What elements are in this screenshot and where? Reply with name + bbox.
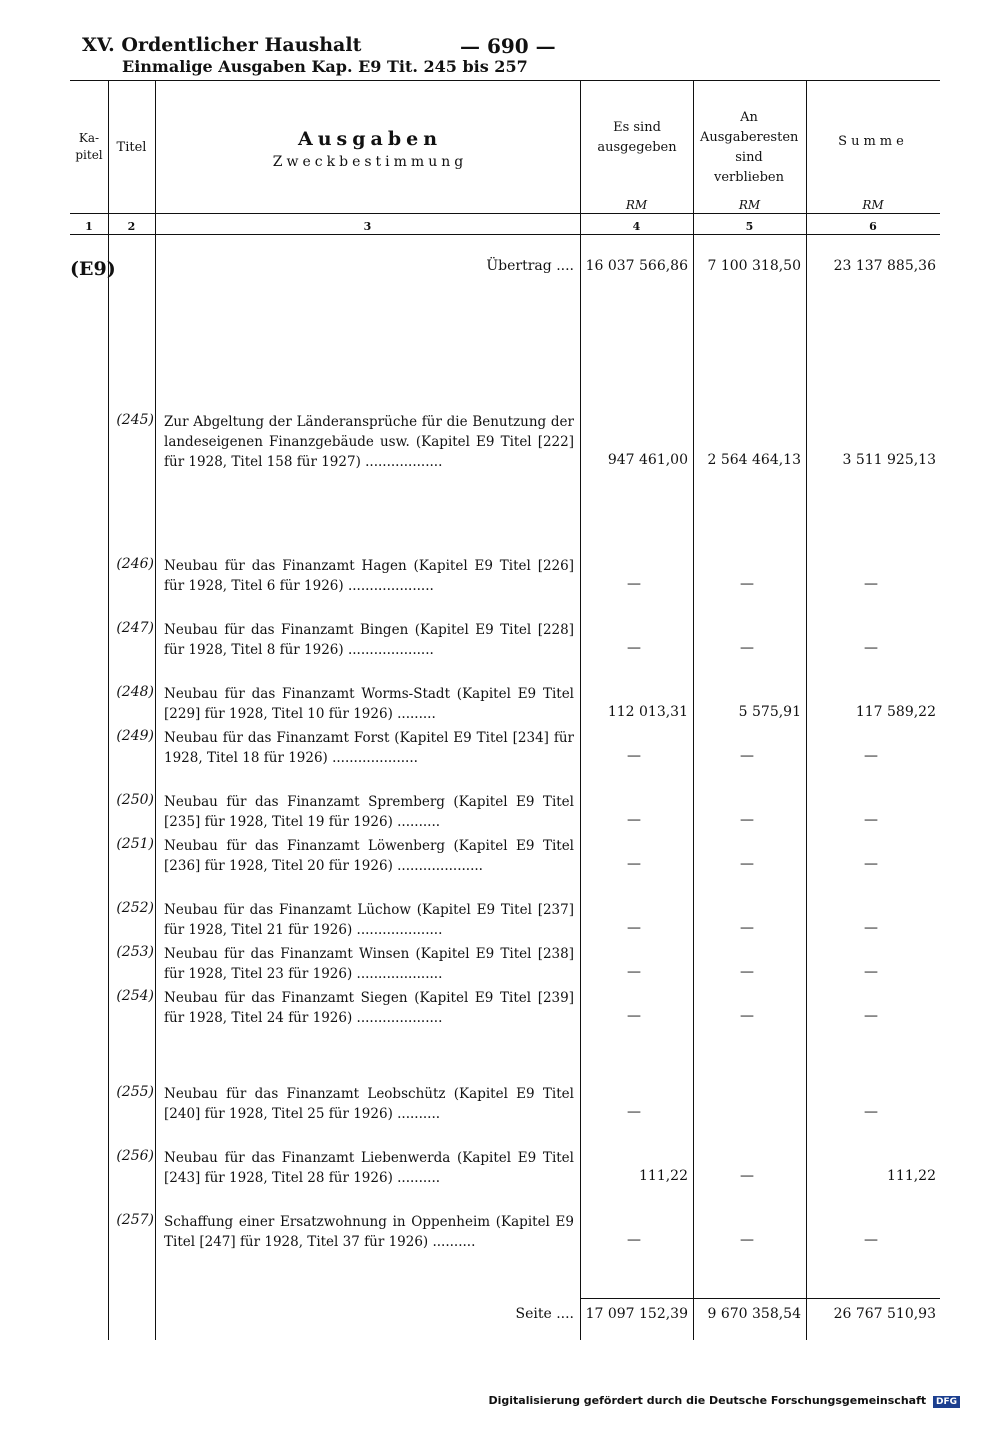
row-titel: (250) [116,792,154,808]
row-value-c5: — [740,640,754,656]
col-number-6: 6 [869,220,877,233]
seite-label: Seite .... [515,1306,574,1322]
row-value-c5: — [740,856,754,872]
unit-col6: RM [862,198,884,212]
row-value-c4: 112 013,31 [607,704,688,720]
unit-col4: RM [625,198,648,212]
row-value-c4: — [627,964,641,980]
col-number-4: 4 [632,220,641,233]
row-titel: (254) [116,988,154,1004]
row-value-c5: — [740,1232,754,1248]
row-value-c4: — [627,576,641,592]
uebertrag-col6: 23 137 885,36 [833,258,936,274]
row-value-c5: — [740,748,754,764]
row-value-c5: — [740,812,754,828]
col-number-2: 2 [127,220,136,233]
row-titel: (252) [116,900,154,916]
col-titel-head: Titel [116,140,147,155]
row-value-c6: — [864,748,878,764]
row-value-c5: 2 564 464,13 [707,452,801,468]
seite-col5: 9 670 358,54 [707,1306,801,1322]
row-value-c6: — [864,964,878,980]
kapitel-label: (E9) [70,258,116,280]
row-titel: (249) [116,728,154,744]
row-value-c4: — [627,640,641,656]
seite-col4: 17 097 152,39 [585,1306,688,1322]
row-value-c5: — [740,1008,754,1024]
row-value-c5: 5 575,91 [738,704,801,720]
col-divider-2 [155,80,156,1340]
row-description: Zur Abgeltung der Länderansprüche für die Benutzung der landeseigenen Finanzgebäude usw. (Kapitel E9 Titel [222] für 1928, Titel 158 für 1927) .................. [164,414,574,470]
row-value-c4: — [627,920,641,936]
dfg-logo: DFG [933,1396,960,1408]
row-description: Neubau für das Finanzamt Liebenwerda (Kapitel E9 Titel [243] für 1928, Titel 28 für 1926) .......... [164,1150,574,1186]
row-titel: (245) [116,412,154,428]
row-titel: (257) [116,1212,154,1228]
row-description: Neubau für das Finanzamt Hagen (Kapitel E9 Titel [226] für 1928, Titel 6 für 1926) .................... [164,558,574,594]
footer-text: Digitalisierung gefördert durch die Deutsche Forschungsgemeinschaft [488,1394,927,1407]
header-bottom-rule [70,234,940,235]
row-value-c6: — [864,812,878,828]
row-value-c6: — [864,920,878,936]
row-value-c4: — [627,748,641,764]
row-description: Neubau für das Finanzamt Forst (Kapitel E9 Titel [234] für 1928, Titel 18 für 1926) .................... [164,730,574,766]
row-value-c4: — [627,1232,641,1248]
row-value-c4: — [627,1008,641,1024]
row-value-c4: 111,22 [639,1168,688,1184]
row-value-c6: — [864,1008,878,1024]
row-value-c6: — [864,1232,878,1248]
row-value-c5: — [740,576,754,592]
sum-rule [580,1298,940,1299]
row-value-c5: — [740,964,754,980]
col-number-5: 5 [745,220,754,233]
col-number-3: 3 [363,220,372,233]
row-value-c4: — [627,812,641,828]
row-value-c6: — [864,856,878,872]
row-titel: (247) [116,620,154,636]
row-value-c6: 117 589,22 [855,704,936,720]
page-number: — 690 — [460,34,556,58]
unit-col5: RM [738,198,761,212]
col-ausgabereste-head: An Ausgaberesten sind verblieben [700,110,799,185]
row-description: Neubau für das Finanzamt Leobschütz (Kapitel E9 Titel [240] für 1928, Titel 25 für 1926) .......... [164,1086,574,1122]
table-top-rule [70,80,940,81]
row-description: Neubau für das Finanzamt Siegen (Kapitel E9 Titel [239] für 1928, Titel 24 für 1926) .................... [164,990,574,1026]
row-value-c6: — [864,576,878,592]
row-description: Neubau für das Finanzamt Spremberg (Kapitel E9 Titel [235] für 1928, Titel 19 für 1926) .......... [164,794,574,830]
row-titel: (255) [116,1084,154,1100]
row-description: Neubau für das Finanzamt Winsen (Kapitel E9 Titel [238] für 1928, Titel 23 für 1926) .................... [164,946,574,982]
uebertrag-label: Übertrag .... [486,258,574,274]
page-subtitle: Einmalige Ausgaben Kap. E9 Tit. 245 bis 257 [122,57,528,76]
seite-col6: 26 767 510,93 [833,1306,936,1322]
row-value-c4: — [627,856,641,872]
col-ausgaben-head: Ausgaben [297,128,443,150]
row-titel: (256) [116,1148,154,1164]
row-value-c6: — [864,1104,878,1120]
row-value-c4: 947 461,00 [607,452,688,468]
row-value-c6: — [864,640,878,656]
col-ausgegeben-head: Es sind ausgegeben [597,120,677,155]
row-description: Neubau für das Finanzamt Lüchow (Kapitel E9 Titel [237] für 1928, Titel 21 für 1926) .................... [164,902,574,938]
digitization-footer [488,1394,960,1408]
row-value-c4: — [627,1104,641,1120]
col-zweck-head: Zweckbestimmung [272,154,468,170]
uebertrag-col5: 7 100 318,50 [707,258,801,274]
row-value-c5: — [740,1168,754,1184]
row-description: Neubau für das Finanzamt Worms-Stadt (Kapitel E9 Titel [229] für 1928, Titel 10 für 1926) ......... [164,686,574,722]
col-number-1: 1 [85,220,93,233]
row-value-c6: 3 511 925,13 [842,452,936,468]
row-titel: (246) [116,556,154,572]
row-titel: (253) [116,944,154,960]
col-kapitel-head: Ka- pitel [75,131,103,162]
row-description: Neubau für das Finanzamt Bingen (Kapitel E9 Titel [228] für 1928, Titel 8 für 1926) .................... [164,622,574,658]
row-value-c5: — [740,920,754,936]
row-description: Schaffung einer Ersatzwohnung in Oppenheim (Kapitel E9 Titel [247] für 1928, Titel 37 für 1926) .......... [164,1214,574,1250]
row-titel: (251) [116,836,154,852]
row-value-c6: 111,22 [887,1168,936,1184]
row-description: Neubau für das Finanzamt Löwenberg (Kapitel E9 Titel [236] für 1928, Titel 20 für 1926) .................... [164,838,574,874]
row-titel: (248) [116,684,154,700]
section-title: XV. Ordentlicher Haushalt [82,34,362,56]
col-summe-head: Summe [838,134,908,149]
uebertrag-col4: 16 037 566,86 [585,258,688,274]
header-number-rule [70,213,940,214]
